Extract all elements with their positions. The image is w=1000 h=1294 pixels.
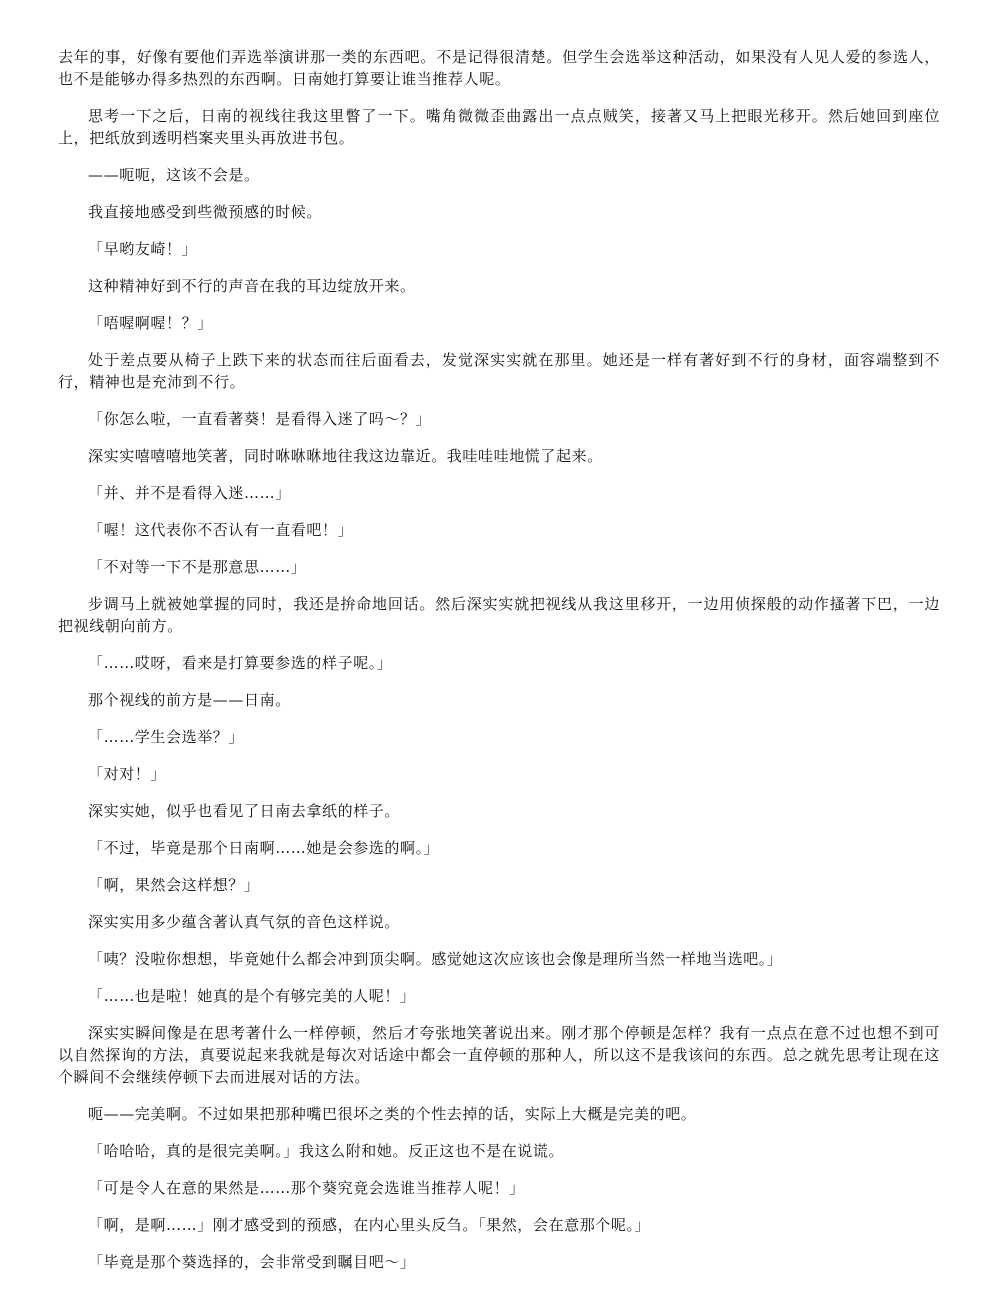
paragraph: 思考一下之后，日南的视线往我这里瞥了一下。嘴角微微歪曲露出一点点贼笑，接著又马上把眼光移开。然后她回到座位上，把纸放到透明档案夹里头再放进书包。 [58, 107, 940, 147]
dialogue-line: 「毕竟是那个葵选择的，会非常受到瞩目吧～」 [88, 1253, 416, 1271]
dialogue-line: 「你怎么啦，一直看著葵！是看得入迷了吗～？」 [88, 410, 432, 428]
dialogue-line: 「不对等一下不是那意思……」 [88, 558, 307, 576]
paragraph: 呃——完美啊。不过如果把那种嘴巴很坏之类的个性去掉的话，实际上大概是完美的吧。 [88, 1105, 697, 1123]
dialogue-line: 「……哎呀，看来是打算要参选的样子呢。」 [88, 654, 393, 672]
paragraph: 这种精神好到不行的声音在我的耳边绽放开来。 [88, 277, 416, 295]
dialogue-line: 「唔喔啊喔！？」 [88, 314, 213, 332]
dialogue-line: 「哈哈哈，真的是很完美啊。」我这么附和她。反正这也不是在说谎。 [88, 1142, 565, 1160]
paragraph: ——呃呃，这该不会是。 [88, 166, 260, 184]
paragraph: 深实实用多少蕴含著认真气氛的音色这样说。 [88, 913, 401, 931]
paragraph: 处于差点要从椅子上跌下来的状态而往后面看去，发觉深实实就在那里。她还是一样有著好到不行的身材，面容端整到不行，精神也是充沛到不行。 [58, 351, 940, 391]
paragraph: 深实实她，似乎也看见了日南去拿纸的样子。 [88, 802, 401, 820]
dialogue-line: 「咦？没啦你想想，毕竟她什么都会冲到顶尖啊。感觉她这次应该也会像是理所当然一样地当选吧。」 [88, 950, 783, 968]
paragraph: 深实实瞬间像是在思考著什么一样停顿，然后才夸张地笑著说出来。刚才那个停顿是怎样？我有一点点在意不过也想不到可以自然探询的方法，真要说起来我就是每次对话途中都会一直停顿的那种人，所以这不是我该问的东西。总之就先思考让现在这个瞬间不会继续停顿下去而进展对话的方法。 [58, 1024, 940, 1086]
paragraph: 深实实嘻嘻嘻地笑著，同时咻咻咻地往我这边靠近。我哇哇哇地慌了起来。 [88, 447, 603, 465]
paragraph: 去年的事，好像有要他们弄选举演讲那一类的东西吧。不是记得很清楚。但学生会选举这种活动，如果没有人见人爱的参选人，也不是能够办得多热烈的东西啊。日南她打算要让谁当推荐人呢。 [58, 48, 940, 88]
dialogue-line: 「并、并不是看得入迷……」 [88, 484, 291, 502]
dialogue-line: 「……学生会选举？」 [88, 728, 245, 746]
paragraph: 那个视线的前方是——日南。 [88, 691, 291, 709]
dialogue-line: 「……也是啦！她真的是个有够完美的人呢！」 [88, 987, 416, 1005]
dialogue-line: 「对对！」 [88, 765, 167, 783]
dialogue-line: 「可是令人在意的果然是……那个葵究竟会选谁当推荐人呢！」 [88, 1179, 525, 1197]
document-page [58, 46, 940, 1288]
paragraph: 步调马上就被她掌握的同时，我还是拚命地回话。然后深实实就把视线从我这里移开，一边用侦探般的动作搔著下巴，一边把视线朝向前方。 [58, 595, 940, 635]
dialogue-line: 「啊，是啊……」刚才感受到的预感，在内心里头反刍。「果然，会在意那个呢。」 [88, 1216, 651, 1234]
dialogue-line: 「早哟友崎！」 [88, 240, 198, 258]
dialogue-line: 「不过，毕竟是那个日南啊……她是会参选的啊。」 [88, 839, 440, 857]
dialogue-line: 「喔！这代表你不否认有一直看吧！」 [88, 521, 354, 539]
paragraph: 我直接地感受到些微预感的时候。 [88, 203, 323, 221]
dialogue-line: 「啊，果然会这样想？」 [88, 876, 260, 894]
